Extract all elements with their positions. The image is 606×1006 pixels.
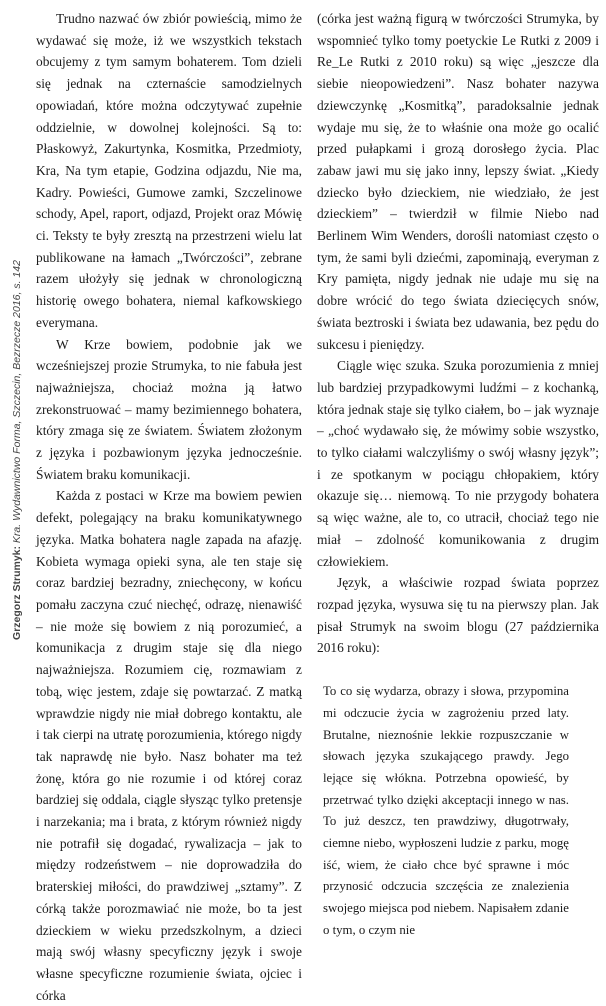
caption-author: Grzegorz Strumyk: [11,546,23,640]
paragraph: Trudno nazwać ów zbiór powieścią, mimo że wydawać się może, iż we wszystkich tekstach obcujemy z tym samym bohaterem. Tom dzieli się jednak na czternaście samodzielnych opowiadań, które można odczytywać zupełnie oddzielnie, w dowolnej kolejności. Są to: Płaskowyż, Zakurtynka, Kosmitka, Przedmioty, Kra, Na tym etapie, Godzina odjazdu, Nie ma, Kadry. Powieści, Gumowe zamki, Szczelinowe schody, Apel, raport, odjazd, Projekt oraz Mówię ci. Teksty te były zresztą na przestrzeni wielu lat publikowane na łamach „Twórczości”, zebrane razem ułożyły się jednak w chronologiczną historię owego bohatera, niemal kafkowskiego everymana. [36,11,302,330]
block-quote [317,681,599,941]
left-column [36,8,302,1006]
right-column [317,8,599,942]
paragraph: Język, a właściwie rozpad świata poprzez rozpad języka, wysuwa się tu na pierwszy plan. Jak pisał Strumyk na swoim blogu (27 października 2016 roku): [317,575,599,656]
paragraph: Ciągle więc szuka. Szuka porozumienia z mniej lub bardziej przypadkowymi ludźmi – z kochanką, która jednak staje się tylko ciałem, bo – jak wyznaje – „choć wydawało się, że mówimy sobie wszystko, to tylko ciałami walczyliśmy o swój własny język”; i ze spotkanym w pociągu chłopakiem, który okazuje się… niemową. To nie przygody bohatera są więc ważne, ale to, co utracił, chociaż tego nie miał – zdolność komunikowania z drugim człowiekiem. [317,358,599,569]
paragraph: Każda z postaci w Krze ma bowiem pewien defekt, polegający na braku komunikatywnego języka. Matka bohatera nagle zapada na afazję. Kobieta wymaga opieki syna, ale ten staje się coraz bardziej bezradny, zniechęcony, w końcu pomału zaczyna czuć niechęć, odrazę, nienawiść – nie może się bowiem z nią porozumieć, a komunikacja z drugim staje się dla niego najważniejsza. Rozumiem cię, rozmawiam z tobą, więc jestem, zdaje się powtarzać. Z matką wprawdzie nigdy nie miał dobrego kontaktu, ale i tak cierpi na utratę porozumienia, którego nigdy tak naprawdę nie było. Nasz bohater ma też żonę, która go nie rozumie i od której coraz bardziej się oddala, ciągle słysząc tylko pretensje i narzekania; ma i brata, z którym również nigdy nie potrafił się dogadać, rywalizacja – jak to między rodzeństwem – nie doprowadziła do braterskiej miłości, do prawdziwej „sztamy”. Z córką także porozmawiać nie może, bo ta jest dzieckiem w wieku przedszkolnym, a dzieci mają swój własny specyficzny język i swoje własne specyficzne rozumienie świata, ojciec i córka [36,488,302,1003]
side-caption [0,0,34,900]
paragraph-continued: (córka jest ważną figurą w twórczości Strumyka, by wspomnieć tylko tomy poetyckie Le Rutki z 2009 i Re_Le Rutki z 2010 roku) są więc „jeszcze dla siebie nieopowiedzeni”. Nasz bohater nazywa dziewczynkę „Kosmitką”, paradoksalnie jednak wydaje mu się, że to właśnie ona może go ocalić przed pułapkami i grozą dorosłego życia. Plac zabaw jawi mu się jako inny, lepszy świat. „Kiedy dziecko było dzieckiem, nie wiedziało, że jest dzieckiem” – twierdził w filmie Niebo nad Berlinem Wim Wenders, dorośli natomiast często o tym, że sami byli dziećmi, zapominają, everyman z Kry pamięta, nigdy jednak nie udaje mu się na dobre wrócić do tego świata dziecięcych snów, świata beztroski i świata bez udawania, bez pędu do sukcesu i pieniędzy. [317,11,599,352]
paragraph: W Krze bowiem, podobnie jak we wcześniejszej prozie Strumyka, to nie fabuła jest najważniejsza, chociaż można ją łatwo zrekonstruować – mamy bezimiennego bohatera, który zmaga się ze światem. Światem złożonym z języka i pozbawionym języka jednocześnie. Światem braku komunikacji. [36,336,302,482]
book-reference [11,260,23,640]
quote-text: To co się wydarza, obrazy i słowa, przypomina mi odczucie życia w zagrożeniu przed laty. Brutalne, nieznośnie lekkie rozpuszczanie w słowach języka szukającego prawdy. Jego lejące się włókna. Potrzebna opowieść, by przetrwać tylko dzięki akceptacji innego w nas. To już deszcz, ten prawdziwy, długotrwały, ciemne niebo, wypłoszeni ludzie z parku, mogę iść, wiem, że ciało chce być sprawne i móc przynosić odczucia szczęścia ze znalezienia swojego miejsca pod niebem. Napisałem zdanie o tym, o czym nie [323,684,569,937]
caption-book-details: Kra. Wydawnictwo Forma, Szczecin, Bezrzecze 2016, s. 142 [11,260,23,547]
